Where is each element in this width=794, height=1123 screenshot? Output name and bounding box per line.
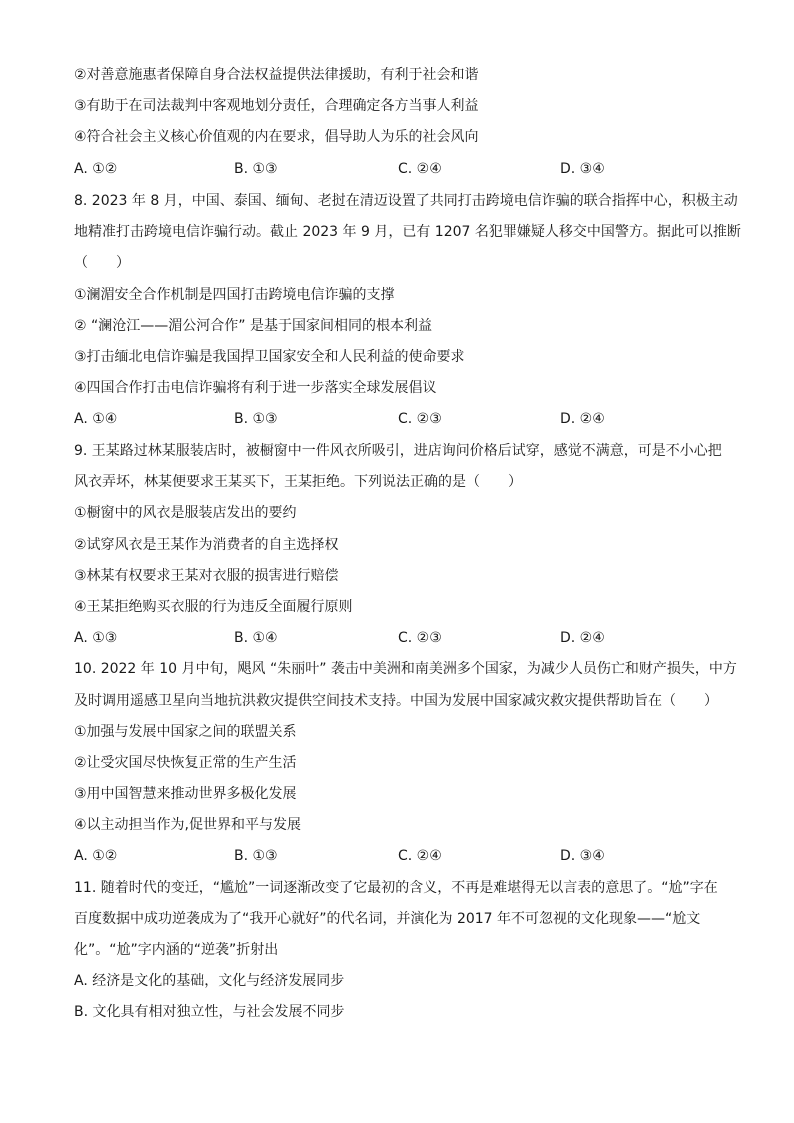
- q9-options: [74, 628, 724, 648]
- q9-option-d: D. ②④: [560, 630, 605, 646]
- q9-option-a: A. ①③: [74, 630, 118, 646]
- q8-statement-1: ①澜湄安全合作机制是四国打击跨境电信诈骗的支撑: [74, 287, 395, 303]
- q8-stem-line-2: 地精准打击跨境电信诈骗行动。截止 2023 年 9 月，已有 1207 名犯罪嫌疑人移交中国警方。据此可以推断: [74, 224, 741, 240]
- q9-option-b: B. ①④: [234, 630, 278, 646]
- q7-statement-2: ②对善意施惠者保障自身合法权益提供法律援助，有利于社会和谐: [74, 67, 479, 83]
- q9-option-c: C. ②③: [398, 630, 442, 646]
- q10-options: [74, 846, 724, 866]
- q7-option-a: A. ①②: [74, 161, 118, 177]
- q8-option-a: A. ①④: [74, 411, 118, 427]
- q8-answer-blank: （ ）: [74, 255, 130, 271]
- q8-statement-4: ④四国合作打击电信诈骗将有利于进一步落实全球发展倡议: [74, 380, 437, 396]
- q7-statement-3: ③有助于在司法裁判中客观地划分责任，合理确定各方当事人利益: [74, 98, 479, 114]
- q8-option-d: D. ②④: [560, 411, 605, 427]
- q11-option-b: B. 文化具有相对独立性，与社会发展不同步: [74, 1004, 345, 1020]
- q10-option-a: A. ①②: [74, 848, 118, 864]
- q10-option-b: B. ①③: [234, 848, 278, 864]
- q7-options: [74, 159, 724, 179]
- q8-statement-2: ② “澜沧江——湄公河合作” 是基于国家间相同的根本利益: [74, 318, 432, 334]
- q9-stem-line-2: 风衣弄坏，林某便要求王某买下，王某拒绝。下列说法正确的是（ ）: [74, 474, 522, 490]
- q7-option-d: D. ③④: [560, 161, 605, 177]
- q8-stem-line-1: 8. 2023 年 8 月，中国、泰国、缅甸、老挝在清迈设置了共同打击跨境电信诈骗的联合指挥中心，积极主动: [74, 193, 738, 209]
- q9-statement-3: ③林某有权要求王某对衣服的损害进行赔偿: [74, 568, 339, 584]
- q7-statement-4: ④符合社会主义核心价值观的内在要求，倡导助人为乐的社会风向: [74, 129, 479, 145]
- q10-statement-3: ③用中国智慧来推动世界多极化发展: [74, 786, 297, 802]
- q8-statement-3: ③打击缅北电信诈骗是我国捍卫国家安全和人民利益的使命要求: [74, 349, 465, 365]
- q11-stem-line-2: 百度数据中成功逆袭成为了“我开心就好”的代名词，并演化为 2017 年不可忽视的文化现象——“尬文: [74, 911, 701, 927]
- q11-stem-line-1: 11. 随着时代的变迁，“尴尬”一词逐渐改变了它最初的含义，不再是难堪得无以言表的意思了。“尬”字在: [74, 880, 718, 896]
- q10-stem-line-1: 10. 2022 年 10 月中旬，飓风 “朱丽叶” 袭击中美洲和南美洲多个国家，为减少人员伤亡和财产损失，中方: [74, 661, 737, 677]
- q11-option-a: A. 经济是文化的基础，文化与经济发展同步: [74, 973, 345, 989]
- q9-stem-line-1: 9. 王某路过林某服装店时，被橱窗中一件风衣所吸引，进店询问价格后试穿，感觉不满意，可是不小心把: [74, 443, 722, 459]
- q11-stem-line-3: 化”。“尬”字内涵的“逆袭”折射出: [74, 942, 279, 958]
- q10-option-c: C. ②④: [398, 848, 442, 864]
- q9-statement-4: ④王某拒绝购买衣服的行为违反全面履行原则: [74, 599, 353, 615]
- q9-statement-1: ①橱窗中的风衣是服装店发出的要约: [74, 505, 297, 521]
- q10-option-d: D. ③④: [560, 848, 605, 864]
- q9-statement-2: ②试穿风衣是王某作为消费者的自主选择权: [74, 537, 339, 553]
- q10-statement-1: ①加强与发展中国家之间的联盟关系: [74, 724, 297, 740]
- q7-option-c: C. ②④: [398, 161, 442, 177]
- q10-statement-2: ②让受灾国尽快恢复正常的生产生活: [74, 755, 297, 771]
- q7-option-b: B. ①③: [234, 161, 278, 177]
- q8-options: [74, 409, 724, 429]
- q10-statement-4: ④以主动担当作为,促世界和平与发展: [74, 817, 302, 833]
- q8-option-c: C. ②③: [398, 411, 442, 427]
- q8-option-b: B. ①③: [234, 411, 278, 427]
- q10-stem-line-2: 及时调用遥感卫星向当地抗洪救灾提供空间技术支持。中国为发展中国家减灾救灾提供帮助旨在（ ）: [74, 693, 718, 709]
